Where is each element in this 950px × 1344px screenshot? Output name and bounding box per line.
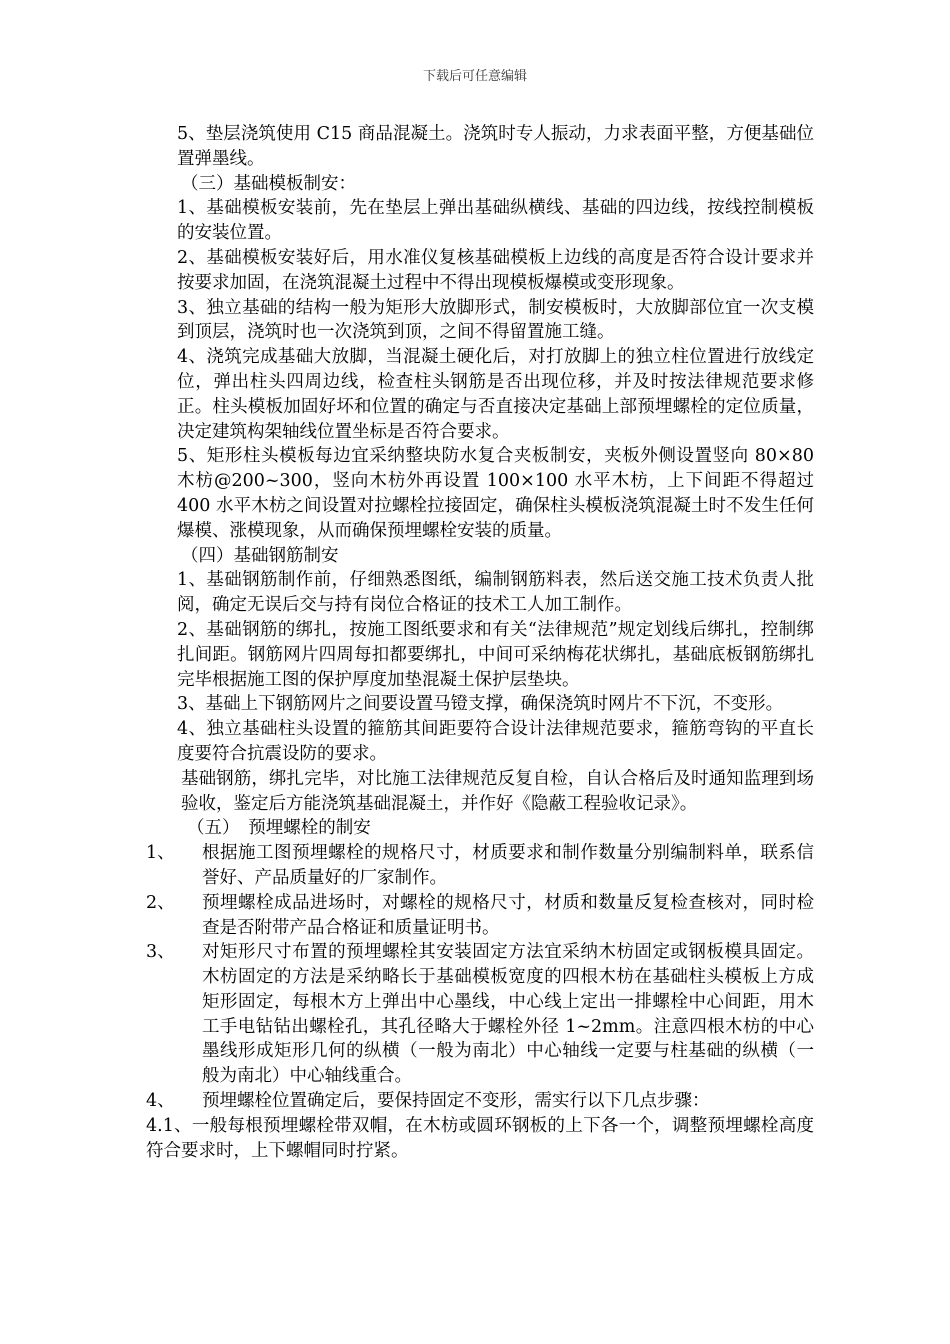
numbered-item	[146, 891, 814, 941]
paragraph: 基础钢筋，绑扎完毕，对比施工法律规范反复自检，自认合格后及时通知监理到场验收，鉴定后方能浇筑基础混凝土，并作好《隐蔽工程验收记录》。	[181, 768, 814, 814]
section-heading: （五） 预埋螺栓的制安	[187, 818, 371, 839]
item-number: 1、	[146, 843, 175, 864]
paragraph: 1、基础钢筋制作前，仔细熟悉图纸，编制钢筋料表，然后送交施工技术负责人批阅，确定无误后交与持有岗位合格证的技术工人加工制作。	[177, 570, 814, 616]
paragraph: 4、浇筑完成基础大放脚，当混凝土硬化后，对打放脚上的独立柱位置进行放线定位，弹出柱头四周边线，检查柱头钢筋是否出现位移，并及时按法律规范要求修正。柱头模板加固好坏和位置的确定与否直接决定基础上部预埋螺栓的定位质量，决定建筑构架轴线位置坐标是否符合要求。	[177, 347, 814, 442]
paragraph: 2、基础模板安装好后，用水准仪复核基础模板上边线的高度是否符合设计要求并按要求加固，在浇筑混凝土过程中不得出现模板爆模或变形现象。	[177, 247, 814, 293]
paragraph: 1、基础模板安装前，先在垫层上弹出基础纵横线、基础的四边线，按线控制模板的安装位置。	[177, 198, 814, 244]
item-text: 对矩形尺寸布置的预埋螺栓其安装固定方法宜采纳木枋固定或钢板模具固定。木枋固定的方法是采纳略长于基础模板宽度的四根木枋在基础柱头模板上方成矩形固定，每根木方上弹出中心墨线，中心线上定出一排螺栓中心间距，用木工手电钻钻出螺栓孔，其孔径略大于螺栓外径 1~2mm。注意四根木枋的中心墨线形成矩形几何的纵横（一般为南北）中心轴线一定要与柱基础的纵横（一般为南北）中心轴线重合。	[202, 942, 814, 1087]
paragraph: 3、独立基础的结构一般为矩形大放脚形式，制安模板时，大放脚部位宜一次支模到顶层，浇筑时也一次浇筑到顶，之间不得留置施工缝。	[177, 297, 814, 343]
section-heading: （四）基础钢筋制安	[181, 545, 339, 566]
item-text: 根据施工图预埋螺栓的规格尺寸，材质要求和制作数量分别编制料单，联系信誉好、产品质量好的厂家制作。	[202, 843, 814, 888]
section-heading: （三）基础模板制安：	[181, 173, 356, 194]
page-header-note: 下载后可任意编辑	[422, 69, 527, 84]
paragraph: 5、垫层浇筑使用 C15 商品混凝土。浇筑时专人振动，力求表面平整，方便基础位置弹墨线。	[177, 124, 814, 169]
item-number: 4、	[146, 1091, 175, 1112]
item-text: 预埋螺栓位置确定后，要保持固定不变形，需实行以下几点步骤：	[202, 1091, 710, 1112]
paragraph: 4.1、一般每根预埋螺栓带双帽，在木枋或圆环钢板的上下各一个，调整预埋螺栓高度符合要求时，上下螺帽同时拧紧。	[146, 1115, 814, 1161]
numbered-item	[146, 841, 814, 891]
paragraph: 3、基础上下钢筋网片之间要设置马镫支撑，确保浇筑时网片不下沉，不变形。	[177, 694, 784, 715]
paragraph: 4、独立基础柱头设置的箍筋其间距要符合设计法律规范要求，箍筋弯钩的平直长度要符合抗震设防的要求。	[177, 719, 814, 764]
numbered-item	[146, 940, 814, 1089]
numbered-item	[146, 1089, 814, 1114]
paragraph: 2、基础钢筋的绑扎，按施工图纸要求和有关“法律规范”规定划线后绑扎，控制绑扎间距。钢筋网片四周每扣都要绑扎，中间可采纳梅花状绑扎，基础底板钢筋绑扎完毕根据施工图的保护厚度加垫混凝土保护层垫块。	[177, 619, 814, 690]
document-body	[146, 122, 814, 1163]
paragraph: 5、矩形柱头模板每边宜采纳整块防水复合夹板制安，夹板外侧设置竖向 80×80 木枋@200~300，竖向木枋外再设置 100×100 水平木枋，上下间距不得超过 400 水平木枋之间设置对拉螺栓拉接固定，确保柱头模板浇筑混凝土时不发生任何爆模、涨模现象，从而确保预埋螺栓安装的质量。	[177, 446, 814, 541]
item-text: 预埋螺栓成品进场时，对螺栓的规格尺寸，材质和数量反复检查核对，同时检查是否附带产品合格证和质量证明书。	[202, 892, 814, 938]
item-number: 3、	[146, 942, 175, 963]
item-number: 2、	[146, 892, 175, 913]
